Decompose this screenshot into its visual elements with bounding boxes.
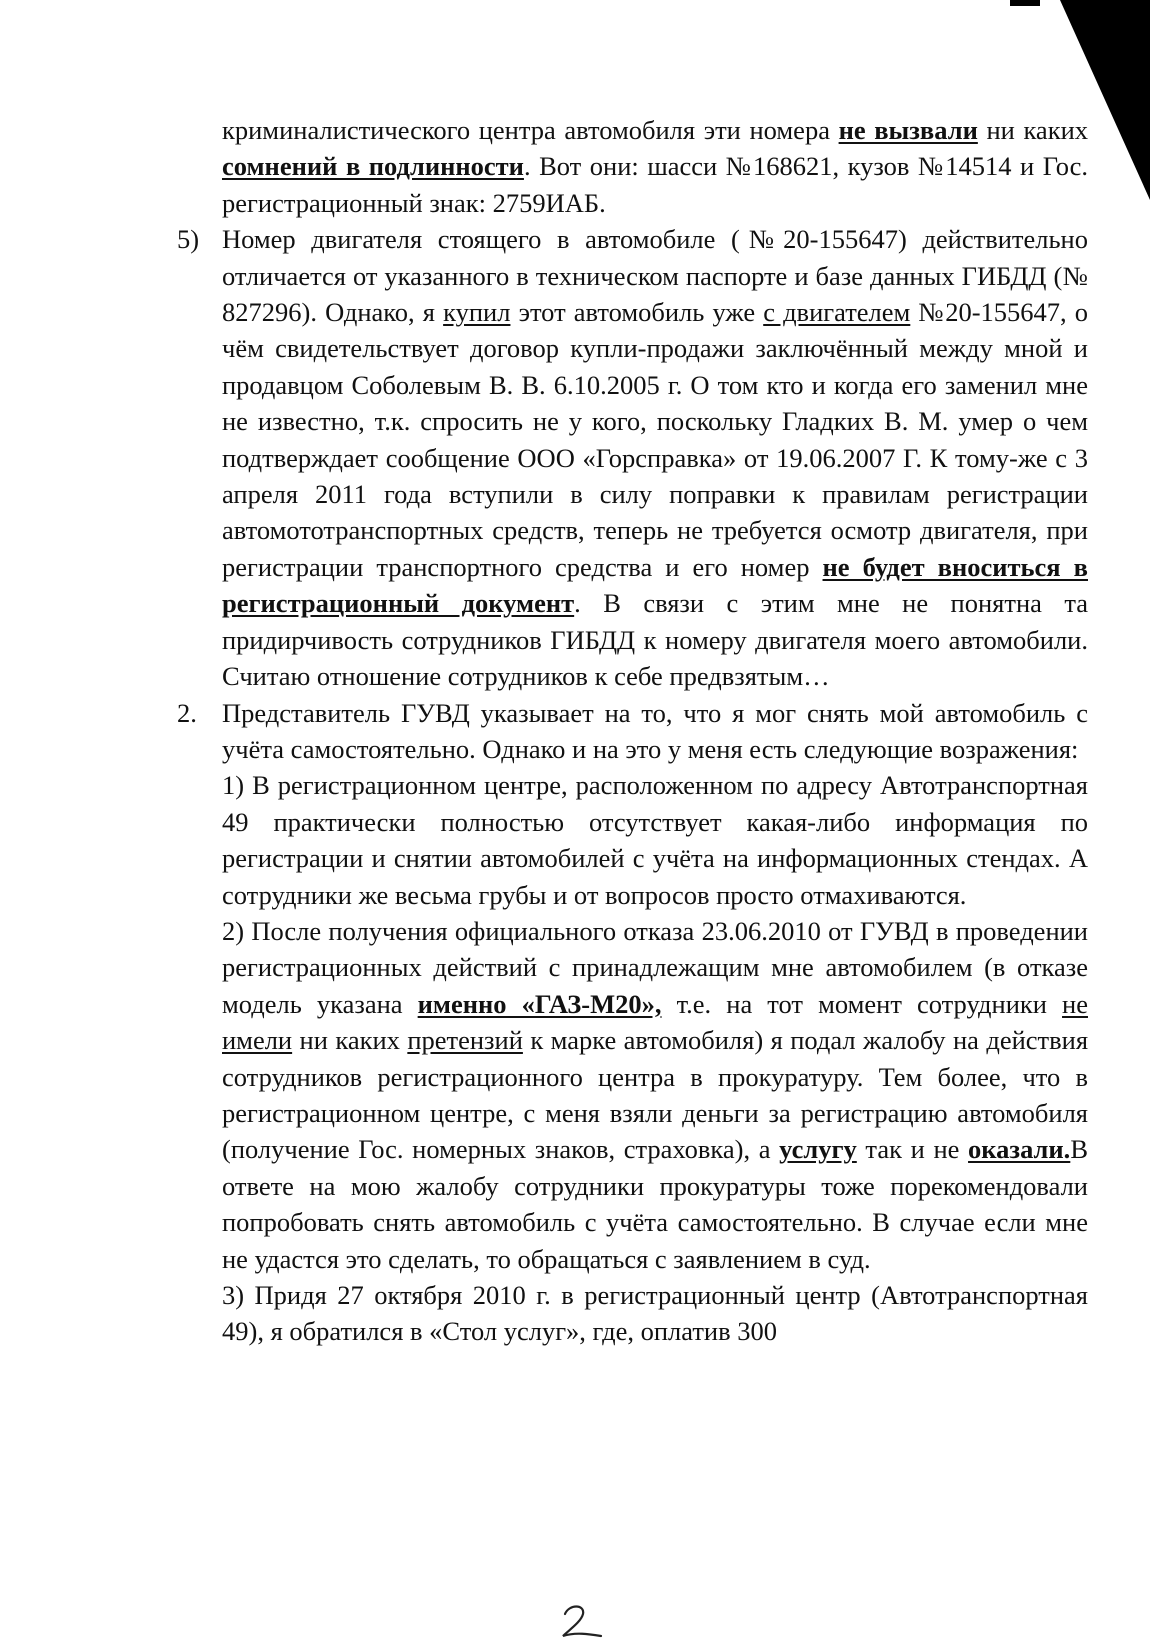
sub2-emphasis-2: услугу [779, 1134, 857, 1165]
intro-paragraph [222, 112, 1088, 221]
item5-emphasis: не будет вноситься в регистрационный документ [222, 551, 1088, 619]
list-item-5 [177, 221, 1089, 694]
intro-text-3: . Вот они: шасси №168621, кузов №14514 и Гос. регистрационный знак: 2759ИАБ. [222, 151, 1088, 218]
item5-text-2: этот автомобиль уже [510, 297, 764, 328]
document-page [177, 112, 1089, 1350]
sub2-emphasis-1: именно «ГАЗ-М20», [417, 988, 662, 1019]
item5-underline-1: купил [443, 297, 511, 328]
sub2-text-3: ни каких [292, 1025, 408, 1056]
sub2-text-6: В ответе на мою жалобу сотрудники прокуратуры тоже порекомендовали попробовать снять автомобиль с учёта самостоятельно. В случае если мне не удастся это сделать, то обращаться с заявлением в суд. [222, 1134, 1088, 1274]
list-item-5-number: 5) [177, 224, 200, 255]
intro-text-1: криминалистического центра автомобиля эти номера [222, 115, 839, 145]
scan-edge-mark [1010, 0, 1040, 6]
sub2-text-1: 2) После получения официального отказа 23.06.2010 от ГУВД в проведении регистрационных действий с принадлежащим мне автомобилем (в отказе модель указана [222, 915, 1088, 1019]
handwritten-page-number [555, 1600, 615, 1640]
intro-emphasis-2: сомнений в подлинности [222, 151, 524, 182]
subitem-3: 3) Придя 27 октября 2010 г. в регистрационный центр (Автотранспортная 49), я обратился в «Стол услуг», где, оплатив 300 [222, 1280, 1088, 1347]
sub2-text-2: т.е. на тот момент сотрудники [661, 988, 1063, 1019]
subitem-2 [222, 913, 1088, 1277]
sub2-text-4: к марке автомобиля) я подал жалобу на действия сотрудников регистрационного центра в прокуратуру. Тем более, что в регистрационном центре, с меня взяли деньги за регистрацию автомобиля (получение Гос. номерных знаков, страховка), а [222, 1025, 1089, 1165]
list-item-2 [177, 695, 1088, 768]
list-item-5-text [222, 221, 1088, 694]
item5-underline-2: с двигателем [763, 297, 911, 328]
sub2-underline-2: претензий [407, 1025, 523, 1056]
subitem-1: 1) В регистрационном центре, расположенном по адресу Автотранспортная 49 практически полностью отсутствует какая-либо информация по регистрации и снятии автомобилей с учёта на информационных стендах. А сотрудники же весьма грубы и от вопросов просто отмахиваются. [222, 770, 1088, 910]
sub2-emphasis-3: оказали. [968, 1134, 1071, 1165]
list-item-2-number: 2. [177, 697, 197, 728]
item5-text-3: №20-155647, о чём свидетельствует договор купли-продажи заключённый между мной и продавцом Соболевым В. В. 6.10.2005 г. О том кто и когда его заменил мне не известно, т.к. спросить не у кого, поскольку Гладких В. М. умер о чем подтверждает сообщение ООО «Горсправка» от 19.06.2007 Г. К тому-же с 3 апреля 2011 года вступили в силу поправки к правилам регистрации автомототранспортных средств, теперь не требуется осмотр двигателя, при регистрации транспортного средства и его номер [222, 297, 1089, 582]
list-item-2-text: Представитель ГУВД указывает на то, что я мог снять мой автомобиль с учёта самостоятельно. Однако и на это у меня есть следующие возражения: [222, 697, 1088, 764]
item5-text-4: . В связи с этим мне не понятна та придирчивость сотрудников ГИБДД к номеру двигателя моего автомобили. Считаю отношение сотрудников к себе предвзятым… [222, 588, 1088, 692]
item5-text-1: Номер двигателя стоящего в автомобиле (№20-155647) действительно отличается от указанного в техническом паспорте и базе данных ГИБДД (№ 827296). Однако, я [222, 224, 1088, 328]
intro-emphasis-1: не вызвали [838, 115, 978, 145]
sub2-underline-1: не имели [222, 988, 1088, 1056]
intro-text-2: ни каких [977, 115, 1089, 145]
sub2-text-5: так и не [856, 1134, 969, 1165]
